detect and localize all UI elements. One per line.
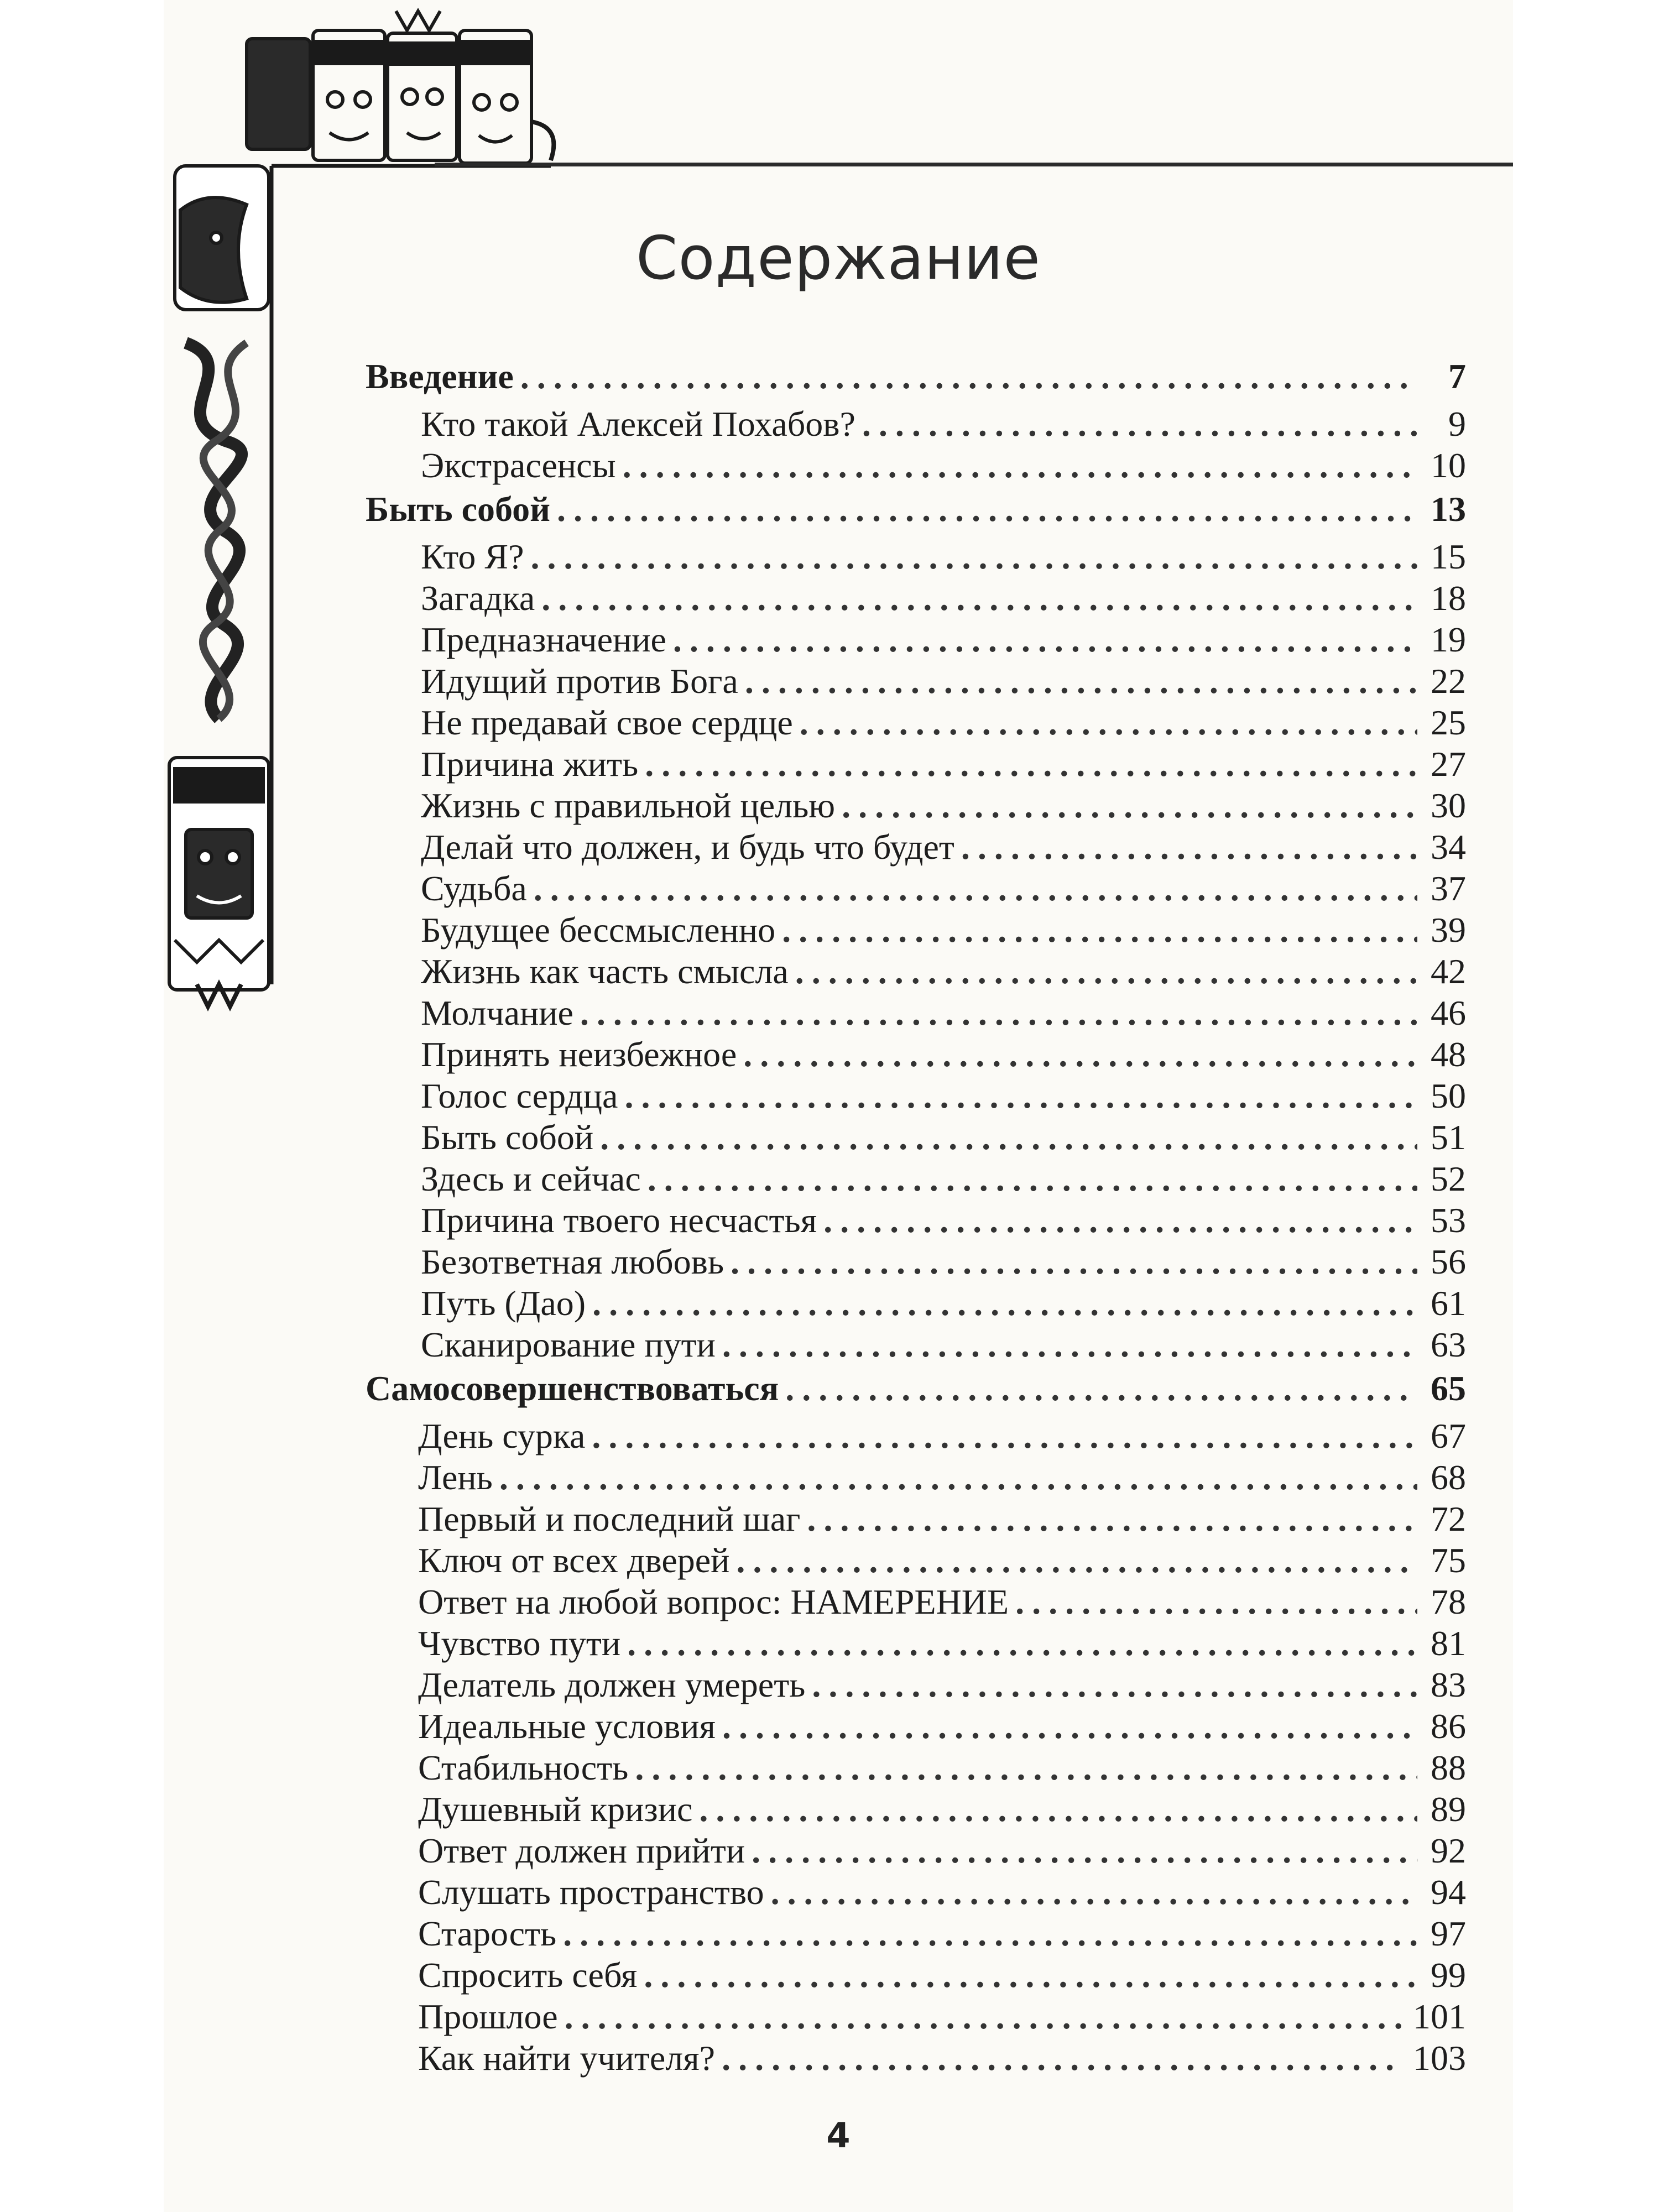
toc-page-number: 22: [1431, 661, 1466, 701]
dot-leader: [624, 1076, 1417, 1117]
toc-entry: [366, 1241, 1466, 1283]
toc-entry: [366, 1996, 1466, 2038]
toc-entry: [366, 404, 1466, 445]
dot-leader: [1015, 1582, 1417, 1623]
dot-leader: [623, 445, 1417, 486]
toc-entry-title: Здесь и сейчас: [421, 1159, 641, 1198]
dot-leader: [530, 536, 1417, 577]
dot-leader: [807, 1499, 1417, 1540]
toc-page-number: 30: [1431, 786, 1466, 825]
toc-page-number: 42: [1431, 952, 1466, 991]
dot-leader: [722, 1324, 1417, 1365]
toc-section-entry: [366, 1366, 1466, 1416]
toc-page-number: 50: [1431, 1076, 1466, 1115]
dot-leader: [565, 1996, 1403, 2037]
toc-page-number: 56: [1431, 1242, 1466, 1281]
toc-entry-title: Ответ должен прийти: [418, 1831, 745, 1870]
toc-entry: [366, 993, 1466, 1034]
toc-entry-title: Жизнь как часть смысла: [421, 952, 789, 991]
toc-page-number: 37: [1431, 869, 1466, 908]
toc-entry-title: Идеальные условия: [418, 1707, 716, 1746]
toc-entry: [366, 445, 1466, 487]
dot-leader: [534, 868, 1417, 909]
page-number: 4: [826, 2115, 851, 2156]
toc-entry-title: Не предавай свое сердце: [421, 703, 793, 742]
toc-entry-title: Ключ от всех дверей: [418, 1541, 730, 1580]
toc-entry-title: Стабильность: [418, 1748, 629, 1787]
toc-entry: [366, 2038, 1466, 2079]
toc-page-number: 88: [1431, 1748, 1466, 1787]
dot-leader: [563, 1913, 1417, 1954]
toc-page-number: 51: [1431, 1118, 1466, 1157]
toc-entry: [366, 1582, 1466, 1623]
toc-entry: [366, 1747, 1466, 1789]
toc-entry: [366, 619, 1466, 661]
dot-leader: [699, 1789, 1417, 1830]
toc-entry: [366, 702, 1466, 744]
toc-entry: [366, 1117, 1466, 1159]
toc-page-number: 101: [1413, 1997, 1466, 2036]
dot-leader: [842, 785, 1417, 826]
toc-entry-title: Сканирование пути: [421, 1325, 716, 1364]
toc-entry: [366, 1283, 1466, 1324]
dot-leader: [795, 951, 1417, 992]
toc-entry: [366, 1872, 1466, 1913]
toc-entry-title: Чувство пути: [418, 1624, 621, 1663]
toc-page-number: 78: [1431, 1582, 1466, 1621]
toc-page-number: 94: [1431, 1872, 1466, 1912]
toc-entry: [366, 1416, 1466, 1457]
toc-page-number: 39: [1431, 910, 1466, 950]
toc-entry: [366, 1540, 1466, 1582]
toc-entry: [366, 951, 1466, 993]
toc-entry: [366, 868, 1466, 910]
toc-entry: [366, 1830, 1466, 1872]
toc-entry: [366, 1955, 1466, 1996]
dot-leader: [627, 1623, 1417, 1664]
header-rule: [435, 163, 1513, 166]
toc-entry-title: Загадка: [421, 578, 535, 618]
dot-leader: [592, 1416, 1417, 1457]
toc-page-number: 89: [1431, 1790, 1466, 1829]
book-page: [164, 0, 1513, 2212]
toc-section-entry: [366, 354, 1466, 404]
toc-entry-title: Принять неизбежное: [421, 1035, 737, 1074]
dot-leader: [635, 1747, 1417, 1788]
toc-entry-title: День сурка: [418, 1416, 586, 1455]
dot-leader: [557, 489, 1417, 530]
toc-entry-title: Жизнь с правильной целью: [421, 786, 836, 825]
toc-entry-title: Душевный кризис: [418, 1790, 693, 1829]
toc-page-number: 86: [1431, 1707, 1466, 1746]
toc-entry-title: Быть собой: [421, 1118, 594, 1157]
toc-page-number: 18: [1431, 578, 1466, 618]
dot-leader: [580, 993, 1417, 1034]
toc-entry: [366, 1913, 1466, 1955]
toc-page-number: 52: [1431, 1159, 1466, 1198]
dot-leader: [823, 1200, 1417, 1241]
toc-entry: [366, 1159, 1466, 1200]
toc-entry: [366, 1706, 1466, 1747]
toc-page-number: 19: [1431, 620, 1466, 659]
toc-page-number: 72: [1431, 1499, 1466, 1538]
toc-entry: [366, 1499, 1466, 1540]
dot-leader: [812, 1665, 1417, 1705]
toc-page-number: 81: [1431, 1624, 1466, 1663]
toc-section-entry: [366, 487, 1466, 536]
toc-page-number: 103: [1413, 2038, 1466, 2078]
dot-leader: [673, 619, 1417, 660]
toc-entry-title: Как найти учителя?: [418, 2038, 716, 2078]
toc-entry-title: Экстрасенсы: [421, 446, 616, 485]
dot-leader: [541, 578, 1417, 619]
toc-entry-title: Путь (Дао): [421, 1284, 586, 1323]
toc-entry-title: Делатель должен умереть: [418, 1665, 806, 1704]
toc-entry-title: Старость: [418, 1914, 557, 1953]
dot-leader: [961, 827, 1417, 868]
toc-entry-title: Первый и последний шаг: [418, 1499, 801, 1538]
toc-page-number: 99: [1431, 1955, 1466, 1995]
toc-entry-title: Самосовершенствоваться: [366, 1369, 779, 1408]
toc-entry: [366, 744, 1466, 785]
toc-entry: [366, 661, 1466, 702]
toc-page-number: 53: [1431, 1201, 1466, 1240]
toc-entry-title: Лень: [418, 1458, 493, 1497]
dot-leader: [800, 702, 1417, 743]
toc-entry-title: Безответная любовь: [421, 1242, 724, 1281]
toc-page-number: 67: [1431, 1416, 1466, 1455]
toc-page-number: 25: [1431, 703, 1466, 742]
toc-entry: [366, 1200, 1466, 1241]
dot-leader: [743, 1034, 1417, 1075]
table-of-contents: [366, 354, 1466, 2079]
toc-entry-title: Будущее бессмысленно: [421, 910, 776, 950]
toc-entry-title: Делай что должен, и будь что будет: [421, 827, 954, 867]
toc-entry-title: Идущий против Бога: [421, 661, 738, 701]
toc-entry-title: Спросить себя: [418, 1955, 638, 1995]
dot-leader: [862, 404, 1417, 445]
toc-entry-title: Судьба: [421, 869, 527, 908]
toc-page-number: 34: [1431, 827, 1466, 867]
dot-leader: [782, 910, 1417, 951]
toc-entry: [366, 1076, 1466, 1117]
dot-leader: [592, 1283, 1417, 1324]
toc-page-number: 9: [1448, 404, 1466, 444]
dot-leader: [722, 2038, 1403, 2079]
toc-page-number: 63: [1431, 1325, 1466, 1364]
toc-page-number: 92: [1431, 1831, 1466, 1870]
toc-entry-title: Кто такой Алексей Похабов?: [421, 404, 855, 444]
toc-entry: [366, 910, 1466, 951]
dot-leader: [600, 1117, 1417, 1158]
page-title: Содержание: [636, 224, 1041, 293]
toc-entry-title: Быть собой: [366, 489, 550, 529]
dot-leader: [745, 661, 1417, 702]
toc-page-number: 68: [1431, 1458, 1466, 1497]
toc-page-number: 61: [1431, 1284, 1466, 1323]
toc-entry: [366, 827, 1466, 868]
toc-entry-title: Прошлое: [418, 1997, 558, 2036]
toc-page-number: 10: [1431, 446, 1466, 485]
toc-page-number: 13: [1431, 489, 1466, 529]
dot-leader: [785, 1368, 1417, 1409]
toc-entry-title: Предназначение: [421, 620, 666, 659]
toc-entry: [366, 1457, 1466, 1499]
toc-page-number: 46: [1431, 993, 1466, 1032]
dot-leader: [731, 1241, 1417, 1282]
toc-page-number: 7: [1448, 357, 1466, 396]
dot-leader: [645, 744, 1417, 785]
dot-leader: [771, 1872, 1417, 1913]
dot-leader: [752, 1830, 1417, 1871]
toc-entry-title: Введение: [366, 357, 514, 396]
toc-entry-title: Слушать пространство: [418, 1872, 764, 1912]
toc-entry-title: Голос сердца: [421, 1076, 618, 1115]
toc-entry: [366, 578, 1466, 619]
dot-leader: [644, 1955, 1417, 1996]
toc-page-number: 83: [1431, 1665, 1466, 1704]
dot-leader: [520, 356, 1417, 397]
toc-entry: [366, 1324, 1466, 1366]
dot-leader: [648, 1159, 1417, 1199]
toc-entry: [366, 1665, 1466, 1706]
toc-entry-title: Молчание: [421, 993, 573, 1032]
dot-leader: [722, 1706, 1417, 1747]
toc-entry: [366, 536, 1466, 578]
toc-entry: [366, 1623, 1466, 1665]
dot-leader: [499, 1457, 1417, 1498]
toc-entry: [366, 1034, 1466, 1076]
toc-page-number: 27: [1431, 744, 1466, 784]
toc-entry: [366, 1789, 1466, 1830]
toc-page-number: 65: [1431, 1369, 1466, 1408]
toc-entry-title: Причина твоего несчастья: [421, 1201, 817, 1240]
toc-entry: [366, 785, 1466, 827]
dot-leader: [736, 1540, 1417, 1581]
toc-entry-title: Кто Я?: [421, 537, 524, 576]
toc-page-number: 48: [1431, 1035, 1466, 1074]
toc-page-number: 97: [1431, 1914, 1466, 1953]
toc-entry-title: Причина жить: [421, 744, 639, 784]
toc-page-number: 75: [1431, 1541, 1466, 1580]
toc-entry-title: Ответ на любой вопрос: НАМЕРЕНИЕ: [418, 1582, 1009, 1621]
toc-page-number: 15: [1431, 537, 1466, 576]
